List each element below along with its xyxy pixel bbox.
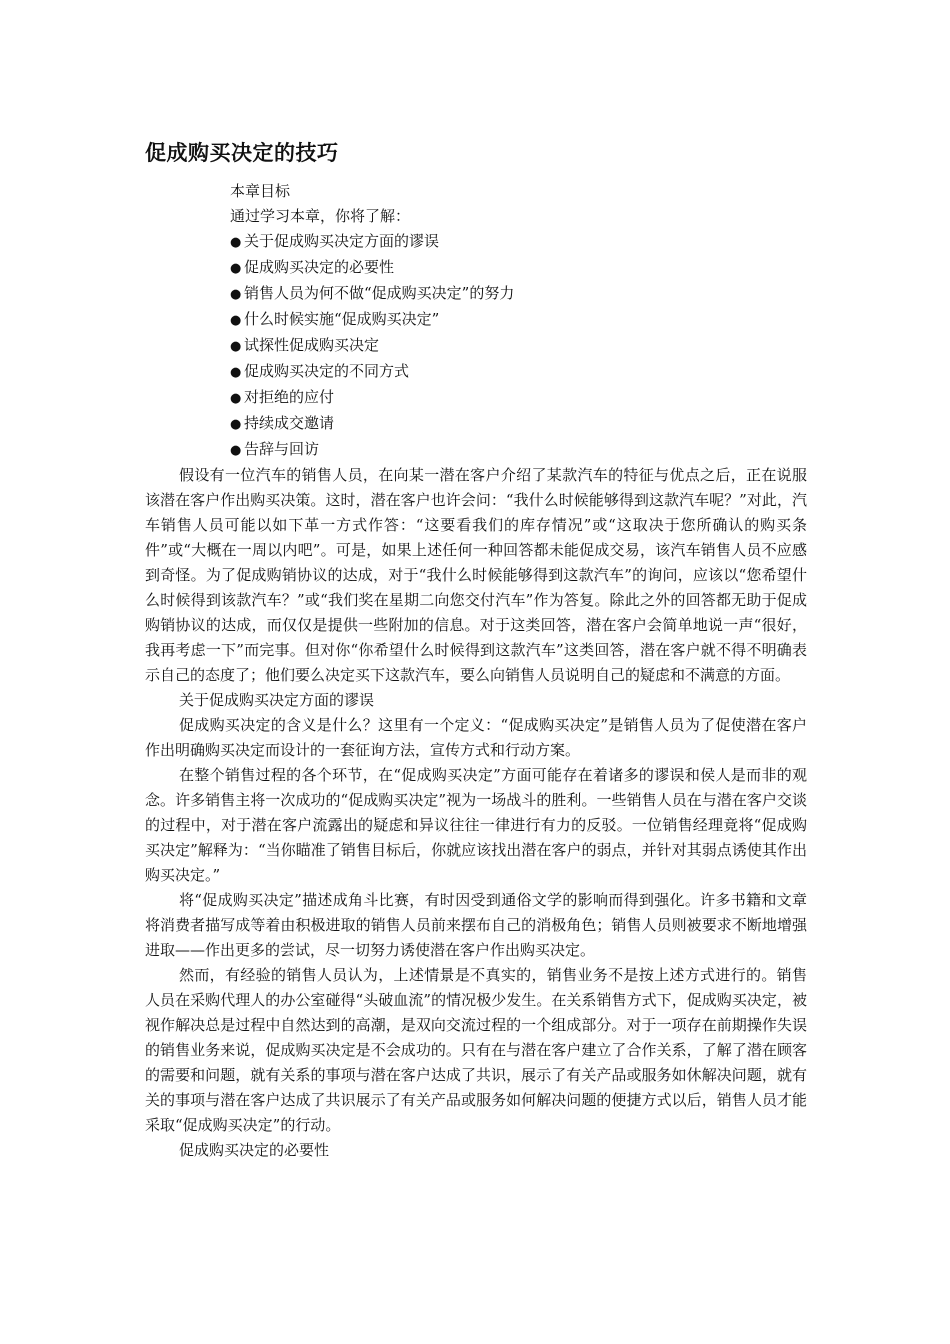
list-item: ● 关于促成购买决定方面的谬误: [230, 229, 807, 255]
list-item: ● 对拒绝的应付: [230, 385, 807, 411]
list-item: ● 试探性促成购买决定: [230, 333, 807, 359]
bullet-icon: ●: [230, 313, 242, 328]
section-heading: 关于促成购买决定方面的谬误: [179, 691, 375, 709]
bullet-icon: ●: [230, 391, 242, 406]
bullet-icon: ●: [230, 443, 242, 458]
list-item: ● 促成购买决定的必要性: [230, 255, 807, 281]
list-item: ● 销售人员为何不做“促成购买决定”的努力: [230, 281, 807, 307]
bullet-icon: ●: [230, 287, 242, 302]
document-page: [145, 130, 807, 1163]
body-paragraph: 在整个销售过程的各个环节，在“促成购买决定”方面可能存在着诸多的谬误和侯人是而非的观念。许多销售主将一次成功的“促成购买决定”视为一场战斗的胜利。一些销售人员在与潜在客户交谈的过程中，对于潜在客户流露出的疑虑和异议往往一律进行有力的反驳。一位销售经理竟将“促成购买决定”解释为：“当你瞄准了销售目标后，你就应该找出潜在客户的弱点，并针对其弱点诱使其作出购买决定。”: [145, 766, 807, 884]
list-item: ● 促成购买决定的不同方式: [230, 359, 807, 385]
list-item: ● 什么时候实施“促成购买决定”: [230, 307, 807, 333]
list-item: ● 告辞与回访: [230, 437, 807, 463]
objectives-heading: 本章目标: [230, 182, 291, 200]
bullet-icon: ●: [230, 365, 242, 380]
section-heading: 促成购买决定的必要性: [179, 1141, 330, 1159]
chapter-objectives: [230, 179, 807, 463]
body-paragraph: 然而，有经验的销售人员认为，上述情景是不真实的，销售业务不是按上述方式进行的。销售人员在采购代理人的办公室碰得“头破血流”的情况极少发生。在关系销售方式下，促成购买决定，被视作解决总是过程中自然达到的高潮，是双向交流过程的一个组成部分。对于一项存在前期操作失误的销售业务来说，促成购买决定是不会成功的。只有在与潜在客户建立了合作关系，了解了潜在顾客的需要和问题，就有关系的事项与潜在客户达成了共识，展示了有关产品或服务如休解决问题，就有关的事项与潜在客户达成了共识展示了有关产品或服务如何解决问题的便捷方式以后，销售人员才能采取“促成购买决定”的行动。: [145, 966, 807, 1134]
body-paragraph: 假设有一位汽车的销售人员，在向某一潜在客户介绍了某款汽车的特征与优点之后，正在说服该潜在客户作出购买决策。这时，潜在客户也许会问：“我什么时候能够得到这款汽车呢？”对此，汽车销售人员可能以如下革一方式作答：“这要看我们的库存情况”或“这取决于您所确认的购买条件”或“大概在一周以内吧”。可是，如果上述任何一种回答都未能促成交易，该汽车销售人员不应感到奇怪。为了促成购销协议的达成，对于“我什么时候能够得到这款汽车”的询问，应该以“您希望什么时候得到该款汽车？”或“我们奖在星期二向您交付汽车”作为答复。除此之外的回答都无助于促成购销协议的达成，而仅仅是提供一些附加的信息。对于这类回答，潜在客户会简单地说一声“很好，我再考虑一下”而完事。但对你“你希望什么时候得到这款汽车”这类回答，潜在客户就不得不明确表示自己的态度了；他们要么决定买下这款汽车，要么向销售人员说明自己的疑虑和不满意的方面。: [145, 466, 807, 684]
body-paragraph: 将“促成购买决定”描述成角斗比赛，有时因受到通俗文学的影响而得到强化。许多书籍和文章将消费者描写成等着由积极进取的销售人员前来摆布自己的消极角色；销售人员则被要求不断地增强进取——作出更多的尝试，尽一切努力诱使潜在客户作出购买决定。: [145, 891, 807, 959]
bullet-icon: ●: [230, 339, 242, 354]
body-paragraph: 促成购买决定的含义是什么？这里有一个定义：“促成购买决定”是销售人员为了促使潜在客户作出明确购买决定而设计的一套征询方法，宣传方式和行动方案。: [145, 716, 807, 759]
page-title: 促成购买决定的技巧: [145, 141, 339, 165]
objectives-intro: 通过学习本章，你将了解：: [230, 207, 411, 225]
bullet-icon: ●: [230, 417, 242, 432]
bullet-icon: ●: [230, 261, 242, 276]
list-item: ● 持续成交邀请: [230, 411, 807, 437]
bullet-icon: ●: [230, 235, 242, 250]
